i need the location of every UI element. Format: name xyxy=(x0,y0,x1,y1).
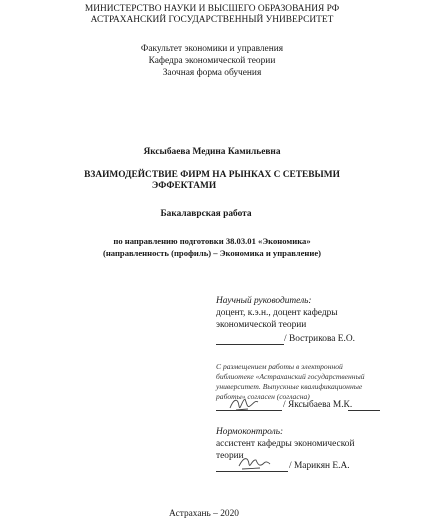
normcontrol-signature-image xyxy=(236,454,272,472)
work-type: Бакалаврская работа xyxy=(160,209,252,219)
study-direction: по направлению подготовки 38.03.01 «Экономика» xyxy=(113,236,311,246)
supervisor-name: / Вострикова Е.О. xyxy=(284,334,355,344)
author-name-underline xyxy=(348,410,380,411)
author-signature-line xyxy=(216,410,282,411)
consent-line-1: С размещением работы в электронной xyxy=(216,362,343,371)
thesis-title-line2: ЭФФЕКТАМИ xyxy=(151,181,217,191)
consent-line-2: библиотеке «Астраханский государственный xyxy=(216,372,365,381)
author-signature-image xyxy=(228,394,264,414)
study-form: Заочная форма обучения xyxy=(162,68,262,78)
author-name: Яксыбаева Медина Камильевна xyxy=(143,147,281,157)
city-year-footer: Астрахань – 2020 xyxy=(169,509,239,519)
supervisor-signature-line xyxy=(216,344,284,345)
supervisor-position-2: экономической теории xyxy=(216,320,307,330)
supervisor-label: Научный руководитель: xyxy=(216,296,312,306)
consent-line-3: университет. Выпускные квалификационные xyxy=(216,382,363,391)
thesis-title-line1: ВЗАИМОДЕЙСТВИЕ ФИРМ НА РЫНКАХ С СЕТЕВЫМИ xyxy=(84,170,340,180)
normcontrol-signature-line xyxy=(216,471,288,472)
department-name: Кафедра экономической теории xyxy=(148,56,276,66)
study-profile: (направленность (профиль) – Экономика и управление) xyxy=(102,248,321,258)
faculty-name: Факультет экономики и управления xyxy=(140,44,284,54)
consent-line-4: работы» согласен (согласна) xyxy=(216,392,310,401)
normcontrol-label: Нормоконтроль: xyxy=(216,427,284,437)
author-consent-name: / Яксыбаева М.К. xyxy=(283,400,353,410)
normcontrol-name: / Марикян Е.А. xyxy=(289,461,350,471)
ministry-heading: МИНИСТЕРСТВО НАУКИ И ВЫСШЕГО ОБРАЗОВАНИЯ РФ xyxy=(84,4,340,14)
normcontrol-position-1: ассистент кафедры экономической xyxy=(216,439,355,449)
supervisor-position-1: доцент, к.э.н., доцент кафедры xyxy=(216,308,338,318)
university-heading: АСТРАХАНСКИЙ ГОСУДАРСТВЕННЫЙ УНИВЕРСИТЕТ xyxy=(90,15,334,25)
normcontrol-position-2: теории xyxy=(216,451,244,461)
